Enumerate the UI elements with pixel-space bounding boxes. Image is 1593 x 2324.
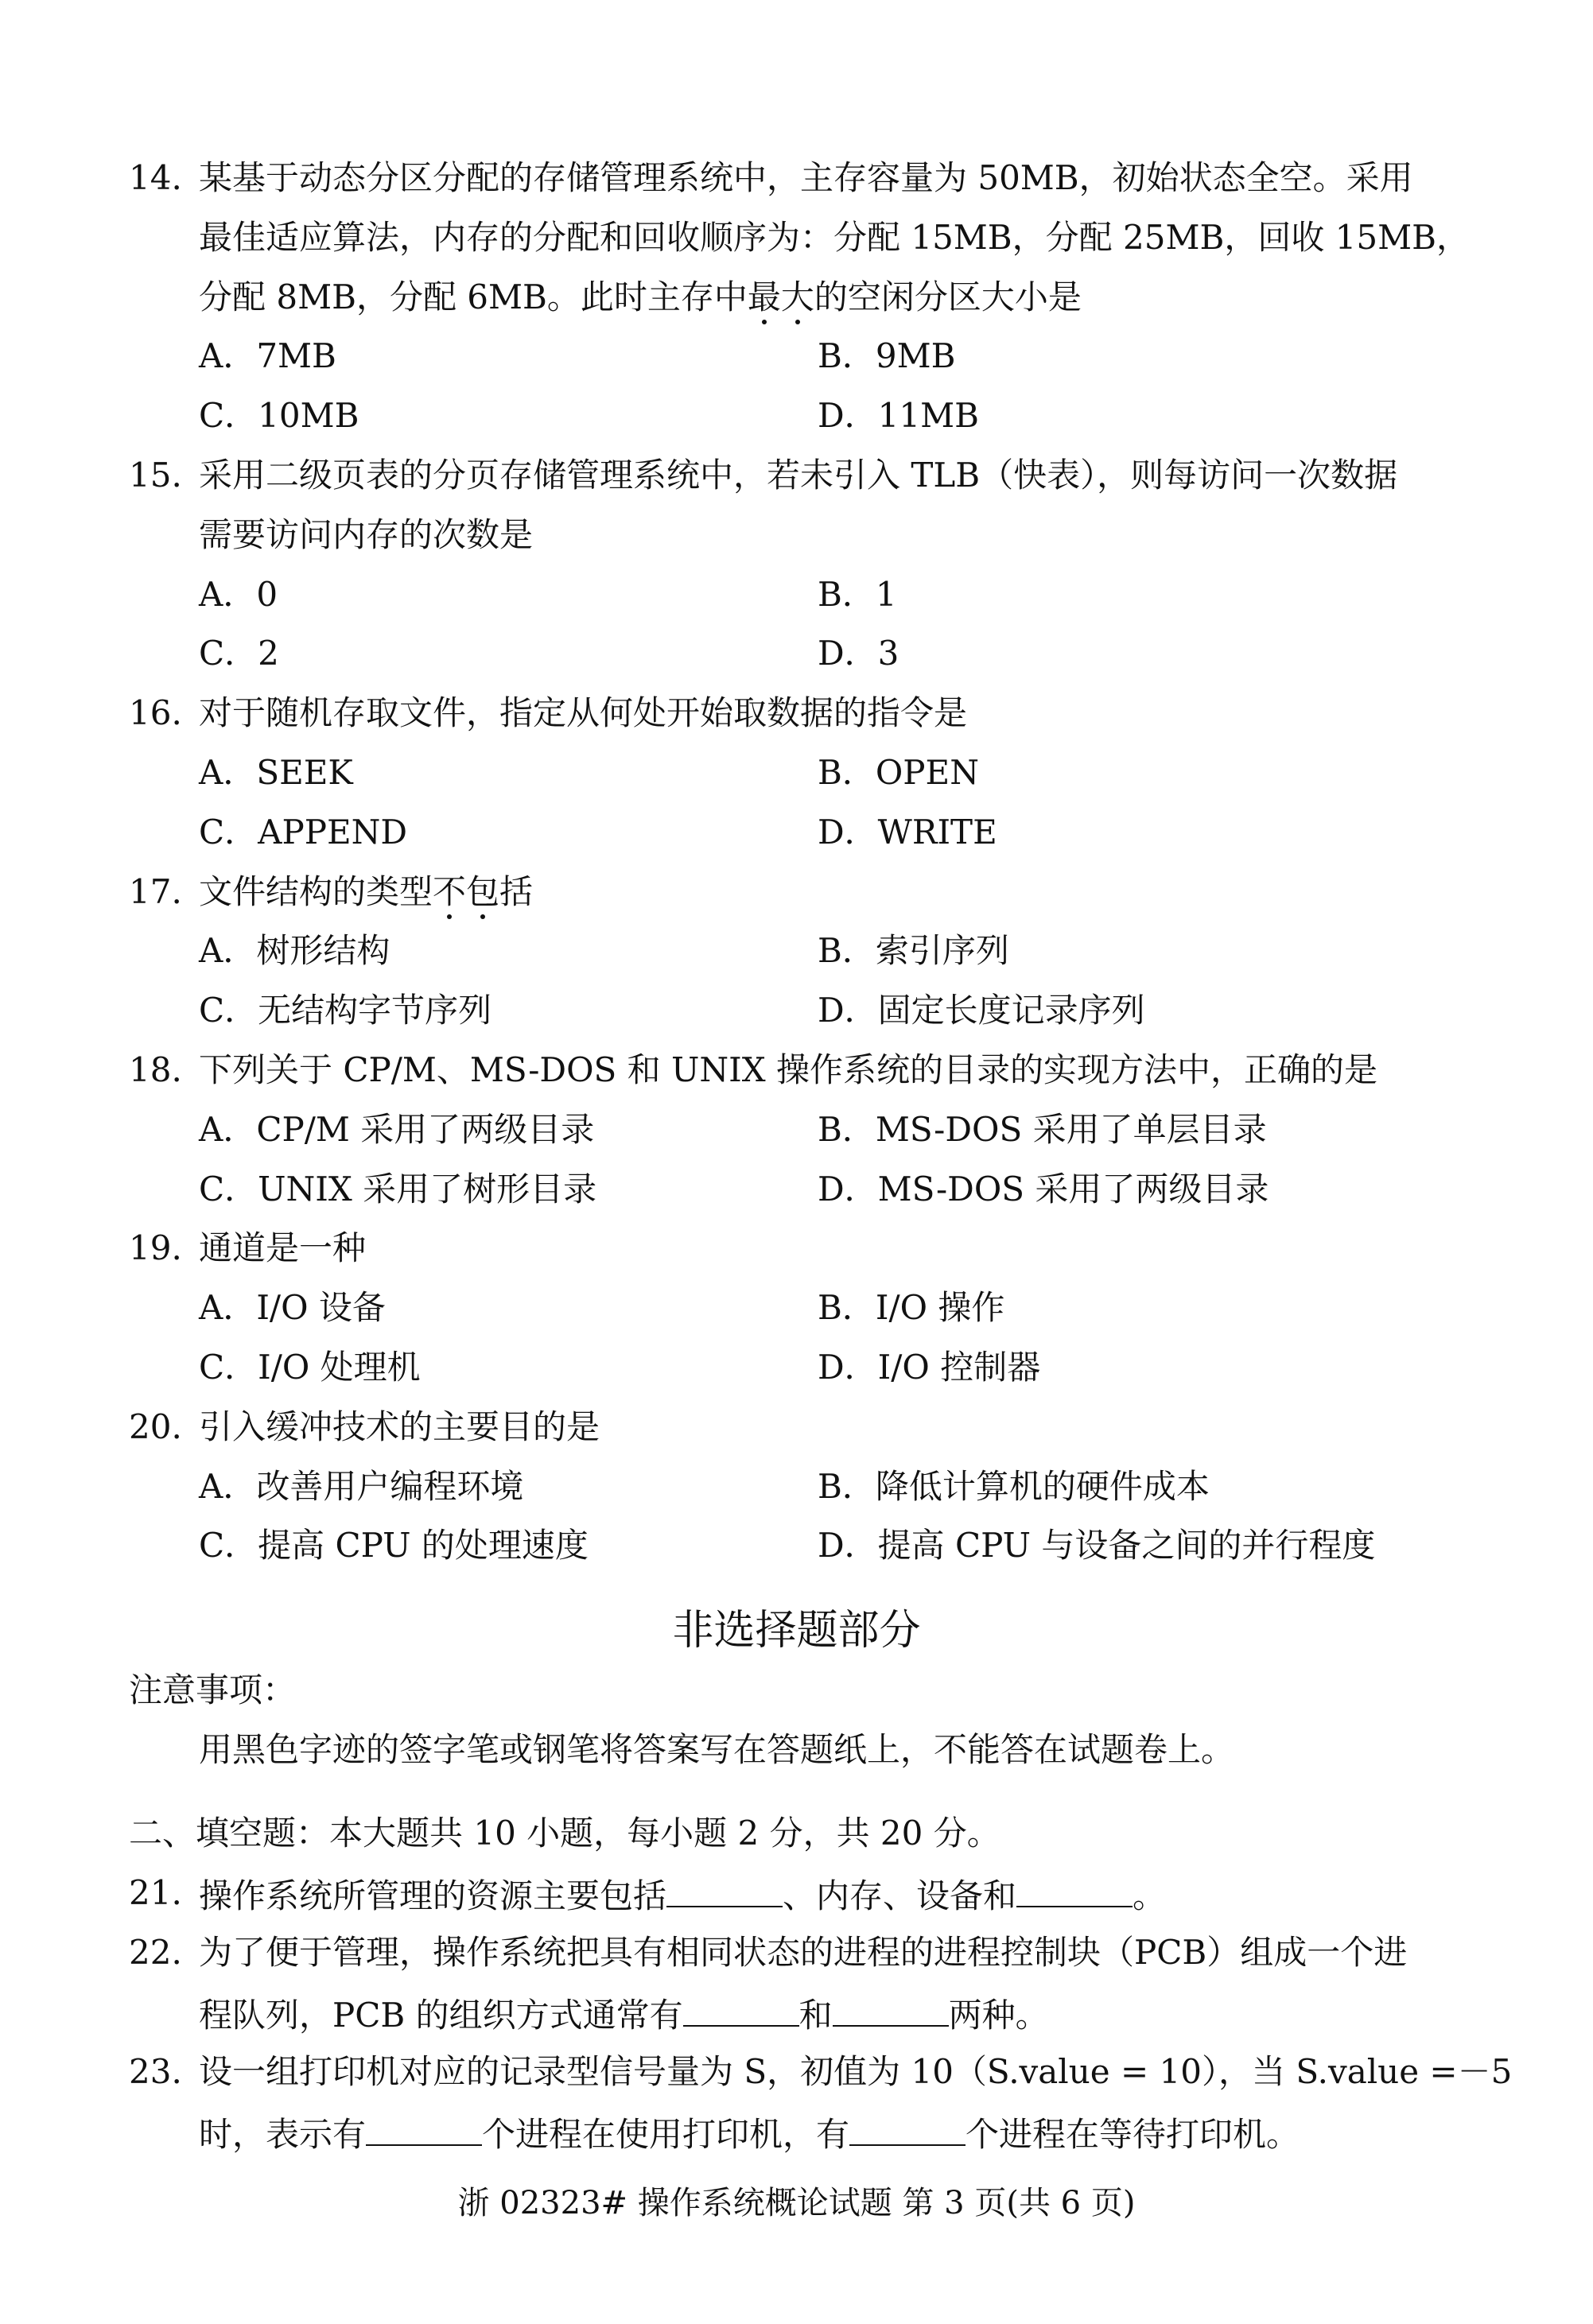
emphasized-text (748, 275, 814, 320)
option-d: D．MS-DOS 采用了两级目录 (818, 1170, 1269, 1209)
question-number: 15. (129, 456, 182, 495)
option-d: D．WRITE (818, 813, 997, 852)
emphasis-char: 最 (748, 275, 781, 320)
question-23-text-b: 个进程在使用打印机，有 (482, 2115, 850, 2154)
question-number: 16. (129, 693, 182, 732)
option-b: B．降低计算机的硬件成本 (818, 1467, 1210, 1506)
option-c: C．UNIX 采用了树形目录 (199, 1170, 597, 1209)
option-a: A．SEEK (199, 753, 353, 792)
question-21-line-1 (199, 1871, 1166, 1919)
question-17-line-1 (199, 870, 533, 914)
option-c: C．提高 CPU 的处理速度 (199, 1526, 589, 1565)
question-number: 14. (129, 158, 182, 197)
question-number: 21. (129, 1873, 182, 1912)
option-d: D．提高 CPU 与设备之间的并行程度 (818, 1526, 1376, 1565)
option-a: A．改善用户编程环境 (199, 1467, 524, 1506)
question-22-text-a: 程队列，PCB 的组织方式通常有 (199, 1996, 683, 2035)
option-a: A．I/O 设备 (199, 1288, 386, 1327)
notice-heading: 注意事项： (129, 1670, 297, 1709)
question-number: 22. (129, 1933, 182, 1972)
question-14-line-3-b: 的空闲分区大小是 (814, 277, 1082, 316)
question-number: 18. (129, 1050, 182, 1089)
question-22-text-c: 两种。 (948, 1996, 1049, 2035)
option-d: D．3 (818, 634, 899, 673)
question-22-line-1: 为了便于管理，操作系统把具有相同状态的进程的进程控制块（PCB）组成一个进 (199, 1933, 1408, 1972)
question-23-text-a: 时，表示有 (199, 2115, 367, 2154)
question-14-line-3 (199, 275, 1082, 320)
option-a: A．树形结构 (199, 931, 390, 970)
question-22-text-b: 和 (798, 1996, 833, 2035)
question-21-text-a: 操作系统所管理的资源主要包括 (199, 1876, 667, 1915)
answer-blank (1016, 1871, 1133, 1907)
question-14-line-2: 最佳适应算法，内存的分配和回收顺序为：分配 15MB，分配 25MB，回收 15MB， (199, 218, 1470, 257)
option-b: B．索引序列 (818, 931, 1009, 970)
option-c: C．APPEND (199, 813, 408, 852)
option-a: A．CP/M 采用了两级目录 (199, 1110, 595, 1149)
question-23-line-2 (199, 2109, 1300, 2157)
answer-blank (849, 2109, 966, 2146)
question-number: 20. (129, 1407, 182, 1446)
question-17-line-1-a: 文件结构的类型 (199, 872, 433, 911)
question-23-text-c: 个进程在等待打印机。 (966, 2115, 1300, 2154)
answer-blank (366, 2109, 482, 2146)
question-15-line-2: 需要访问内存的次数是 (199, 515, 534, 554)
option-c: C．无结构字节序列 (199, 991, 492, 1030)
question-number: 17. (129, 872, 182, 911)
question-15-line-1: 采用二级页表的分页存储管理系统中，若未引入 TLB（快表），则每访问一次数据 (199, 456, 1398, 495)
answer-blank (683, 1990, 799, 2027)
emphasis-char: 包 (466, 870, 499, 914)
option-b: B．MS-DOS 采用了单层目录 (818, 1110, 1267, 1149)
part-two-heading: 二、填空题：本大题共 10 小题，每小题 2 分，共 20 分。 (129, 1814, 1000, 1853)
option-c: C．I/O 处理机 (199, 1348, 421, 1387)
question-22-line-2 (199, 1990, 1049, 2038)
option-d: D．固定长度记录序列 (818, 991, 1145, 1030)
emphasis-char: 不 (433, 870, 466, 914)
option-c: C．2 (199, 634, 279, 673)
option-b: B．9MB (818, 336, 956, 375)
question-14-line-1: 某基于动态分区分配的存储管理系统中，主存容量为 50MB，初始状态全空。采用 (199, 158, 1413, 197)
notice-text: 用黑色字迹的签字笔或钢笔将答案写在答题纸上，不能答在试题卷上。 (199, 1730, 1235, 1769)
option-d: D．11MB (818, 396, 979, 435)
question-16-line-1: 对于随机存取文件，指定从何处开始取数据的指令是 (199, 693, 968, 732)
question-21-text-c: 。 (1133, 1876, 1167, 1915)
option-a: A．7MB (199, 336, 336, 375)
question-14-line-3-a: 分配 8MB，分配 6MB。此时主存中 (199, 277, 748, 316)
option-d: D．I/O 控制器 (818, 1348, 1041, 1387)
emphasized-text (433, 870, 499, 914)
option-b: B．I/O 操作 (818, 1288, 1005, 1327)
question-20-line-1: 引入缓冲技术的主要目的是 (199, 1407, 600, 1446)
section-title: 非选择题部分 (672, 1607, 921, 1655)
option-b: B．1 (818, 575, 897, 614)
question-19-line-1: 通道是一种 (199, 1228, 367, 1267)
question-18-line-1: 下列关于 CP/M、MS-DOS 和 UNIX 操作系统的目录的实现方法中，正确的是 (199, 1050, 1377, 1089)
option-b: B．OPEN (818, 753, 979, 792)
question-23-line-1: 设一组打印机对应的记录型信号量为 S，初值为 10（S.value = 10），当 S.value =－5 (199, 2052, 1513, 2091)
option-a: A．0 (199, 575, 278, 614)
page-footer: 浙 02323# 操作系统概论试题 第 3 页(共 6 页) (457, 2185, 1136, 2221)
question-number: 23. (129, 2052, 182, 2091)
answer-blank (833, 1990, 949, 2027)
question-17-line-1-b: 括 (499, 872, 534, 911)
question-number: 19. (129, 1228, 182, 1267)
question-21-text-b: 、内存、设备和 (783, 1876, 1017, 1915)
emphasis-dots (748, 277, 814, 316)
emphasis-char: 大 (781, 275, 814, 320)
option-c: C．10MB (199, 396, 359, 435)
answer-blank (666, 1871, 783, 1907)
